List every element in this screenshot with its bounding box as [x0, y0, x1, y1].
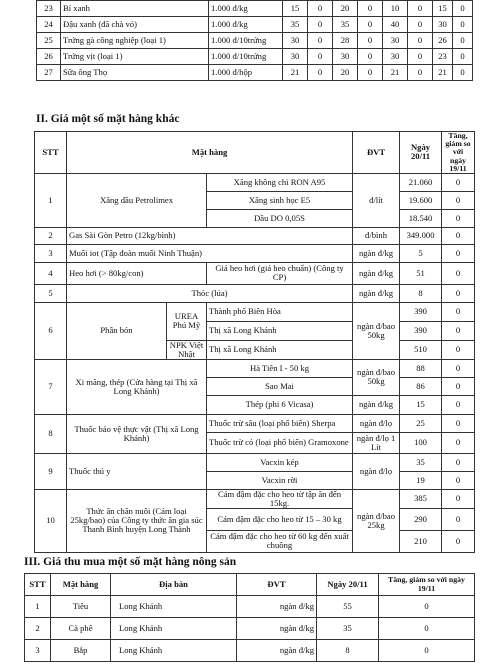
table-row — [25, 618, 475, 640]
item-name: Tiêu — [51, 596, 111, 618]
change: 0 — [442, 359, 475, 377]
change: 0 — [379, 640, 475, 662]
price: 390 — [400, 302, 442, 321]
item-name: Xăng không chì RON A95 — [207, 173, 353, 191]
price: 100 — [400, 432, 442, 453]
item-name: Sữa ông Thọ — [61, 65, 209, 81]
table-row — [37, 33, 473, 49]
row-stt: 25 — [37, 33, 61, 49]
price: 210 — [400, 530, 442, 552]
price-cell: 0 — [408, 49, 433, 65]
price: 19.600 — [400, 191, 442, 209]
item-name: Hà Tiên I - 50 kg — [207, 359, 353, 377]
table-row — [25, 640, 475, 662]
price: 15 — [400, 395, 442, 414]
row-unit: 1.000 đ/hộp — [209, 65, 283, 81]
row-stt: 26 — [37, 49, 61, 65]
row-stt: 7 — [35, 359, 67, 414]
table-row — [37, 49, 473, 65]
col-unit: ĐVT — [237, 574, 317, 596]
table-row — [37, 1, 473, 17]
item-name: Thị xã Long Khánh — [207, 340, 353, 359]
change: 0 — [379, 596, 475, 618]
row-stt: 8 — [35, 414, 67, 453]
price-cell: 0 — [358, 65, 383, 81]
row-unit: ngàn đ/lọ 1 Lít — [353, 432, 400, 453]
item-name: Dầu DO 0,05S — [207, 209, 353, 227]
col-change: Tăng, giảm so với ngày 19/11 — [379, 574, 475, 596]
change: 0 — [442, 321, 475, 340]
row-unit: ngàn đ/bao 50kg — [353, 359, 400, 395]
row-group: Xăng dầu Petrolimex — [67, 173, 207, 227]
area: Long Khánh — [111, 618, 237, 640]
table-row — [37, 17, 473, 33]
item-name: Bí xanh — [61, 1, 209, 17]
row-stt: 5 — [35, 284, 67, 302]
price-cell: 30 — [383, 33, 408, 49]
change: 0 — [442, 489, 475, 508]
item-name: Cám đậm đặc cho heo từ 15 – 30 kg — [207, 508, 353, 530]
row-unit: ngàn đ/lọ — [353, 453, 400, 489]
row-stt: 2 — [25, 618, 51, 640]
change: 0 — [442, 508, 475, 530]
row-stt: 1 — [25, 596, 51, 618]
brand: UREA Phú Mỹ — [167, 302, 207, 340]
price-cell: 30 — [433, 17, 453, 33]
price: 88 — [400, 359, 442, 377]
change: 0 — [442, 262, 475, 284]
price-cell: 0 — [308, 49, 333, 65]
price-cell: 0 — [453, 49, 473, 65]
item-name: Thóc (lúa) — [67, 284, 353, 302]
row-stt: 10 — [35, 489, 67, 552]
price-cell: 23 — [433, 49, 453, 65]
price-cell: 30 — [283, 33, 308, 49]
change: 0 — [442, 377, 475, 395]
col-item: Mặt hàng — [67, 132, 353, 174]
price-cell: 20 — [333, 65, 358, 81]
price-cell: 0 — [453, 33, 473, 49]
change: 0 — [442, 340, 475, 359]
row-stt: 9 — [35, 453, 67, 489]
price-cell: 0 — [308, 65, 333, 81]
item-name: Gas Sài Gòn Petro (12kg/bình) — [67, 227, 353, 244]
farm-produce-table — [24, 573, 475, 662]
change: 0 — [442, 530, 475, 552]
price-cell: 0 — [453, 17, 473, 33]
change: 0 — [442, 227, 475, 244]
price-cell: 30 — [383, 49, 408, 65]
row-unit: đ/lít — [353, 173, 400, 227]
row-unit: ngàn đ/kg — [353, 244, 400, 262]
item-name: Trứng vịt (loại 1) — [61, 49, 209, 65]
row-unit: 1.000 đ/kg — [209, 1, 283, 17]
price: 35 — [317, 618, 379, 640]
item-name: Xăng sinh học E5 — [207, 191, 353, 209]
change: 0 — [442, 284, 475, 302]
price: 290 — [400, 508, 442, 530]
row-group: Thuốc thú y — [67, 453, 207, 489]
price-cell: 0 — [408, 65, 433, 81]
item-name: Sao Mai — [207, 377, 353, 395]
change: 0 — [442, 173, 475, 191]
price: 21.060 — [400, 173, 442, 191]
change: 0 — [442, 453, 475, 471]
brand: NPK Việt Nhật — [167, 340, 207, 359]
price-cell: 40 — [383, 17, 408, 33]
price-cell: 35 — [333, 17, 358, 33]
row-unit: ngàn đ/kg — [353, 395, 400, 414]
price: 19 — [400, 471, 442, 489]
price-cell: 30 — [283, 49, 308, 65]
price-cell: 0 — [408, 1, 433, 17]
row-unit: 1.000 đ/10trứng — [209, 33, 283, 49]
price: 51 — [400, 262, 442, 284]
row-unit: ngàn đ/kg — [353, 262, 400, 284]
item-name: Vacxin kép — [207, 453, 353, 471]
item-name: Cám đậm đặc cho heo từ 60 kg đến xuất chuồng — [207, 530, 353, 552]
price: 390 — [400, 321, 442, 340]
section-2-title: II. Giá một số mặt hàng khác — [36, 113, 180, 125]
row-stt: 3 — [25, 640, 51, 662]
price-cell: 15 — [433, 1, 453, 17]
item-name: Cà phê — [51, 618, 111, 640]
row-unit: ngàn đ/kg — [353, 284, 400, 302]
price: 385 — [400, 489, 442, 508]
item-name: Vacxin rời — [207, 471, 353, 489]
row-stt: 1 — [35, 173, 67, 227]
price-cell: 20 — [333, 1, 358, 17]
price: 349.000 — [400, 227, 442, 244]
item-name: Giá heo hơi (giá heo chuẩn) (Công ty CP) — [207, 262, 353, 284]
row-unit: ngàn đ/kg — [237, 640, 317, 662]
price-cell: 15 — [283, 1, 308, 17]
row-group: Phân bón — [67, 302, 167, 359]
row-stt: 6 — [35, 302, 67, 359]
item-name: Cám đậm đặc cho heo từ tập ăn đến 15kg. — [207, 489, 353, 508]
row-group: Thức ăn chăn nuôi (Cám loại 25kg/bao) của Công ty thức ăn gia súc Thanh Bình huyện Long Thành — [67, 489, 207, 552]
col-change: Tăng, giảm so với ngày 19/11 — [442, 132, 475, 174]
price-cell: 0 — [358, 1, 383, 17]
price-cell: 21 — [283, 65, 308, 81]
price-cell: 35 — [283, 17, 308, 33]
price-cell: 0 — [408, 33, 433, 49]
change: 0 — [442, 414, 475, 432]
row-group: Xi măng, thép (Cửa hàng tại Thị xã Long Khánh) — [67, 359, 207, 414]
row-stt: 2 — [35, 227, 67, 244]
price: 25 — [400, 414, 442, 432]
row-unit: ngàn đ/lọ — [353, 414, 400, 432]
item-name: Thành phố Biên Hòa — [207, 302, 353, 321]
item-name: Thị xã Long Khánh — [207, 321, 353, 340]
price: 5 — [400, 244, 442, 262]
price: 8 — [400, 284, 442, 302]
change: 0 — [442, 302, 475, 321]
price: 55 — [317, 596, 379, 618]
price: 510 — [400, 340, 442, 359]
price: 35 — [400, 453, 442, 471]
item-name: Muối iot (Tập đoàn muối Ninh Thuận) — [67, 244, 353, 262]
price-cell: 10 — [383, 1, 408, 17]
table-row — [25, 596, 475, 618]
price-cell: 0 — [358, 49, 383, 65]
col-stt: STT — [25, 574, 51, 596]
change: 0 — [442, 471, 475, 489]
price-cell: 21 — [433, 65, 453, 81]
col-area: Địa bàn — [111, 574, 237, 596]
row-stt: 4 — [35, 262, 67, 284]
row-unit: ngàn đ/bao 25kg — [353, 489, 400, 552]
price-cell: 0 — [358, 17, 383, 33]
item-name: Đậu xanh (đã chà vỏ) — [61, 17, 209, 33]
price-cell: 28 — [333, 33, 358, 49]
price-cell: 0 — [453, 65, 473, 81]
row-stt: 3 — [35, 244, 67, 262]
produce-price-table — [36, 0, 473, 81]
price-cell: 30 — [333, 49, 358, 65]
row-unit: ngàn đ/bao 50kg — [353, 302, 400, 359]
change: 0 — [379, 618, 475, 640]
item-name: Thép (phi 6 Vicasa) — [207, 395, 353, 414]
price-cell: 0 — [308, 1, 333, 17]
row-unit: đ/bình — [353, 227, 400, 244]
price-cell: 0 — [308, 33, 333, 49]
col-date: Ngày 20/11 — [317, 574, 379, 596]
price-cell: 0 — [453, 1, 473, 17]
col-item: Mặt hàng — [51, 574, 111, 596]
row-unit: ngàn đ/kg — [237, 596, 317, 618]
price: 18.540 — [400, 209, 442, 227]
row-stt: 24 — [37, 17, 61, 33]
row-stt: 27 — [37, 65, 61, 81]
item-name: Thuốc trừ cỏ (loại phổ biến) Gramoxone — [207, 432, 353, 453]
row-stt: 23 — [37, 1, 61, 17]
item-name: Bắp — [51, 640, 111, 662]
price-cell: 0 — [408, 17, 433, 33]
col-stt: STT — [35, 132, 67, 174]
price: 8 — [317, 640, 379, 662]
change: 0 — [442, 191, 475, 209]
price-cell: 26 — [433, 33, 453, 49]
row-group: Heo hơi (> 80kg/con) — [67, 262, 207, 284]
price-cell: 0 — [308, 17, 333, 33]
change: 0 — [442, 432, 475, 453]
section-3-title: III. Giá thu mua một số mặt hàng nông sản — [24, 556, 237, 568]
change: 0 — [442, 209, 475, 227]
col-date: Ngày 20/11 — [400, 132, 442, 174]
price: 86 — [400, 377, 442, 395]
area: Long Khánh — [111, 596, 237, 618]
item-name: Thuốc trừ sâu (loại phổ biến) Sherpa — [207, 414, 353, 432]
table-row — [37, 65, 473, 81]
row-unit: ngàn đ/kg — [237, 618, 317, 640]
item-name: Trứng gà công nghiệp (loại 1) — [61, 33, 209, 49]
price-cell: 21 — [383, 65, 408, 81]
change: 0 — [442, 244, 475, 262]
price-cell: 0 — [358, 33, 383, 49]
col-unit: ĐVT — [353, 132, 400, 174]
area: Long Khánh — [111, 640, 237, 662]
other-goods-table — [34, 131, 475, 553]
row-unit: 1.000 đ/10trứng — [209, 49, 283, 65]
change: 0 — [442, 395, 475, 414]
row-unit: 1.000 đ/kg — [209, 17, 283, 33]
row-group: Thuốc bảo vệ thực vật (Thị xã Long Khánh) — [67, 414, 207, 453]
